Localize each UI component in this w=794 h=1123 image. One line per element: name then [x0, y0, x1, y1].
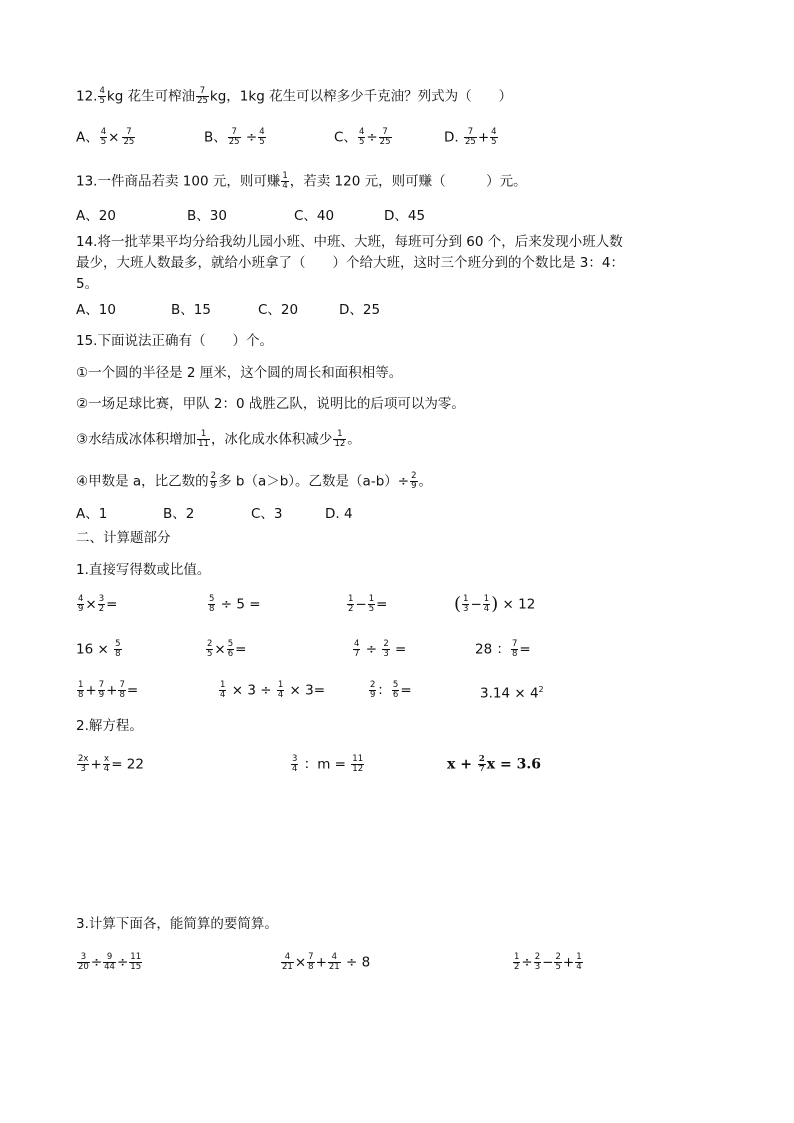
section-heading: 二、计算题部分	[76, 530, 171, 546]
option-c: C、20	[258, 302, 299, 318]
option-b: B、 $\frac{7}{25}$ ÷ $\frac{4}{5}$	[204, 127, 265, 147]
option-a: A、20	[76, 208, 116, 224]
question-12-stem: 12. $\frac{4}{5}$ kg 花生可榨油 $\frac{7}{25}$ kg，1kg 花生可以榨多少千克油？列式为（ ）	[76, 86, 513, 106]
expr-8: 28 ： $\frac{7}{8}$ =	[475, 639, 531, 659]
option-a: A、 $\frac{4}{5}$ × $\frac{7}{25}$	[76, 127, 135, 147]
equation-2: $\frac{3}{4}$ ：m = $\frac{11}{12}$	[292, 754, 364, 774]
option-a: A、1	[76, 506, 108, 522]
option-b: B、2	[163, 506, 195, 522]
expr-12: $3.14 \times 4^2$	[480, 685, 544, 702]
expr-9: $\frac{1}{8}$ + $\frac{7}{9}$ + $\frac{7}{8}$ =	[78, 680, 139, 700]
calc-3: $\frac{1}{2}$ ÷ $\frac{2}{3}$ − $\frac{2}{5}$ + $\frac{1}{4}$	[514, 952, 582, 972]
option-b: B、15	[171, 302, 211, 318]
fraction: $\frac{7}{25}$	[197, 86, 208, 106]
expr-1: $\frac{4}{9}$ × $\frac{3}{2}$ =	[78, 594, 118, 614]
question-14-line1: 14.将一批苹果平均分给我幼儿园小班、中班、大班，每班可分到 60 个，后来发现小班人数	[76, 234, 623, 250]
option-d: D. 4	[325, 506, 353, 522]
question-13-stem: 13.一件商品若卖 100 元，则可赚 $\frac{1}{4}$ ，若卖 120 元，则可赚（ ）元。	[76, 171, 527, 191]
option-a: A、10	[76, 302, 116, 318]
statement-3: ③水结成冰体积增加 $\frac{1}{11}$ ，冰化成水体积减少 $\frac{1}{12}$ 。	[76, 429, 361, 449]
expr-3: $\frac{1}{2}$ − $\frac{1}{5}$ =	[348, 594, 388, 614]
statement-4: ④甲数是 a，比乙数的 $\frac{2}{9}$ 多 b（a＞b）。乙数是（a-b）÷ $\frac{2}{9}$ 。	[76, 471, 432, 491]
expr-5: 16 × $\frac{5}{8}$	[76, 639, 121, 659]
calc-2: $\frac{4}{21}$ × $\frac{7}{8}$ + $\frac{4}{21}$ ÷ 8	[282, 952, 371, 972]
expr-7: $\frac{4}{7}$ ÷ $\frac{2}{3}$ =	[354, 639, 407, 659]
expr-2: $\frac{5}{8}$ ÷ 5 =	[209, 594, 261, 614]
statement-1: ①一个圆的半径是 2 厘米，这个圆的周长和面积相等。	[76, 365, 403, 381]
expr-11: $\frac{2}{9}$ ： $\frac{5}{6}$ =	[370, 680, 412, 700]
option-d: D、45	[384, 208, 426, 224]
expr-6: $\frac{2}{5}$ × $\frac{5}{6}$ =	[207, 639, 247, 659]
question-14-line3: 5。	[76, 276, 99, 292]
fraction: $\frac{4}{5}$	[99, 86, 105, 106]
expr-4: ( $\frac{1}{3}$ − $\frac{1}{4}$ ) × 12	[454, 593, 536, 615]
option-c: C、3	[251, 506, 283, 522]
option-c: C、40	[294, 208, 335, 224]
statement-2: ②一场足球比赛，甲队 2：0 战胜乙队，说明比的后项可以为零。	[76, 396, 465, 412]
part-1-title: 1.直接写得数或比值。	[76, 562, 211, 578]
equation-3: x + $\frac{2}{7}$ x = 3.6	[447, 754, 541, 774]
option-d: D、25	[339, 302, 381, 318]
equation-1: $\frac{2x}{3}$ + $\frac{x}{4}$ = 22	[78, 754, 144, 774]
question-14-line2: 最少，大班人数最多，就给小班拿了（ ）个给大班，这时三个班分到的个数比是 3：4：	[76, 255, 624, 271]
question-15-stem: 15.下面说法正确有（ ）个。	[76, 333, 273, 349]
calc-1: $\frac{3}{20}$ ÷ $\frac{9}{44}$ ÷ $\frac{11}{15}$	[78, 952, 142, 972]
option-d: D. $\frac{7}{25}$ + $\frac{4}{5}$	[444, 127, 497, 147]
part-3-title: 3.计算下面各，能简算的要简算。	[76, 916, 278, 932]
part-2-title: 2.解方程。	[76, 718, 143, 734]
option-c: C、 $\frac{4}{5}$ ÷ $\frac{7}{25}$	[334, 127, 391, 147]
expr-10: $\frac{1}{4}$ × 3 ÷ $\frac{1}{4}$ × 3=	[220, 680, 326, 700]
option-b: B、30	[187, 208, 227, 224]
